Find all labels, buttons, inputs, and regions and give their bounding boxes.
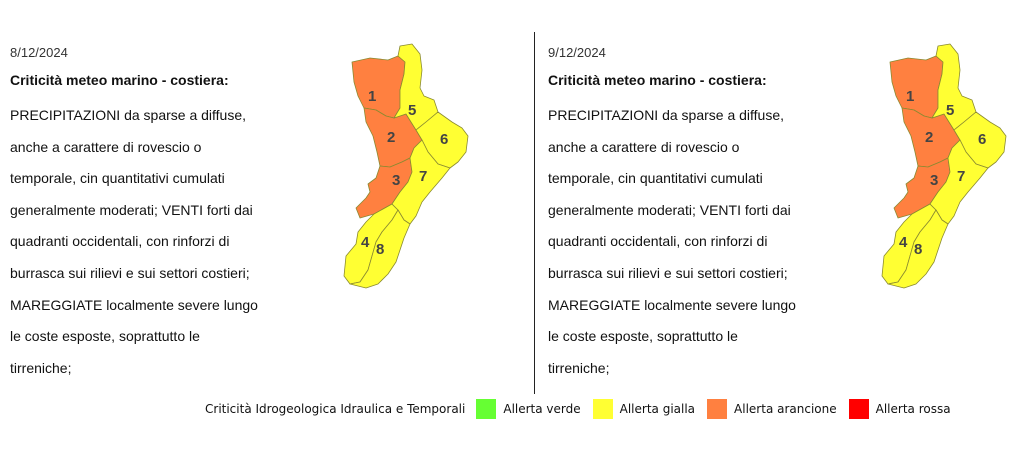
description-line: anche a carattere di rovescio o (10, 138, 202, 155)
zone-1-area (352, 56, 405, 118)
legend-label: Allerta gialla (619, 402, 696, 416)
description-line: burrasca sui rilievi e sui settori costieri; (548, 264, 788, 281)
description-line: burrasca sui rilievi e sui settori costieri; (10, 264, 250, 281)
forecast-title: Criticità meteo marino - costiera: (548, 72, 767, 88)
zone-label: 1 (368, 88, 377, 105)
description-line: generalmente moderati; VENTI forti dai (10, 201, 253, 218)
zone-1-area (890, 56, 943, 118)
legend-swatch (476, 399, 496, 419)
legend-label: Allerta arancione (734, 402, 837, 416)
panel-divider (534, 32, 535, 394)
alert-legend (205, 397, 963, 421)
legend-item-arancione (707, 399, 837, 419)
calabria-alert-map (330, 42, 480, 292)
description-line: tirreniche; (548, 359, 610, 376)
description-line: temporale, cin quantitativi cumulati (10, 170, 225, 187)
description-line: quadranti occidentali, con rinforzi di (548, 233, 768, 250)
description-line: MAREGGIATE localmente severe lungo (548, 296, 796, 313)
zone-label: 3 (392, 172, 401, 189)
zone-label: 5 (408, 102, 417, 119)
legend-label: Allerta rossa (875, 402, 951, 416)
description-line: tirreniche; (10, 359, 72, 376)
calabria-alert-map (868, 42, 1018, 292)
forecast-description (548, 100, 838, 384)
forecast-description (10, 100, 300, 384)
description-line: le coste esposte, soprattutto le (548, 328, 738, 345)
legend-item-rossa (849, 399, 951, 419)
zone-label: 8 (376, 241, 385, 258)
zone-label: 7 (419, 168, 428, 185)
zone-label: 1 (906, 88, 915, 105)
legend-swatch (849, 399, 869, 419)
zone-label: 5 (946, 102, 955, 119)
description-line: le coste esposte, soprattutto le (10, 328, 200, 345)
description-line: generalmente moderati; VENTI forti dai (548, 201, 791, 218)
description-line: anche a carattere di rovescio o (548, 138, 740, 155)
forecast-panel-day-2 (538, 0, 1024, 400)
zone-label: 7 (957, 168, 966, 185)
zone-label: 4 (361, 234, 370, 251)
description-line: temporale, cin quantitativi cumulati (548, 170, 763, 187)
legend-title: Criticità Idrogeologica Idraulica e Temporali (205, 402, 466, 416)
zone-label: 2 (387, 129, 396, 146)
zone-label: 3 (930, 172, 939, 189)
zone-label: 4 (899, 234, 908, 251)
legend-swatch (707, 399, 727, 419)
forecast-title: Criticità meteo marino - costiera: (10, 72, 229, 88)
forecast-panel-day-1 (0, 0, 512, 400)
zone-label: 6 (440, 131, 449, 148)
zone-label: 2 (925, 129, 934, 146)
legend-item-verde (476, 399, 580, 419)
forecast-date: 9/12/2024 (548, 45, 606, 60)
legend-swatch (593, 399, 613, 419)
forecast-date: 8/12/2024 (10, 45, 68, 60)
legend-label: Allerta verde (503, 402, 581, 416)
description-line: quadranti occidentali, con rinforzi di (10, 233, 230, 250)
legend-item-gialla (593, 399, 695, 419)
description-line: PRECIPITAZIONI da sparse a diffuse, (10, 107, 247, 123)
description-line: MAREGGIATE localmente severe lungo (10, 296, 258, 313)
description-line: PRECIPITAZIONI da sparse a diffuse, (548, 107, 785, 123)
zone-label: 8 (914, 241, 923, 258)
zone-label: 6 (978, 131, 987, 148)
